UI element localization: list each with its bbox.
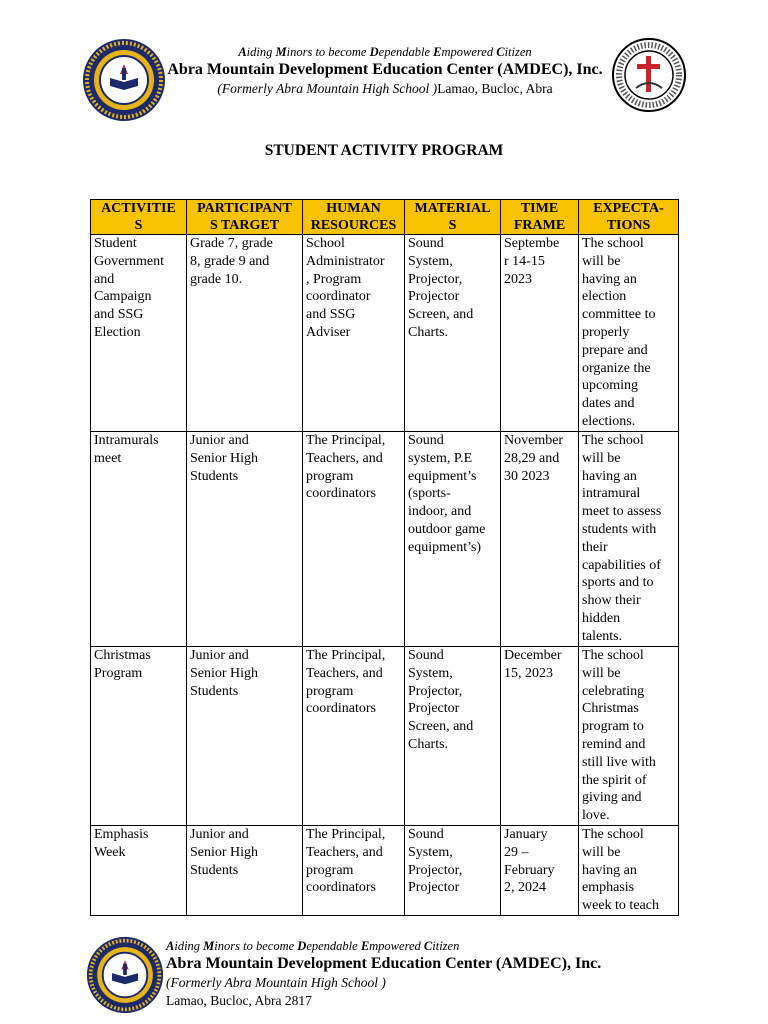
cell-expectations: The school will be having an election committee to properly prepare and organize the upcoming dates and elections. <box>579 235 679 432</box>
cell-participants: Junior and Senior High Students <box>187 432 303 647</box>
header-materials: MATERIAL S <box>405 200 501 235</box>
header-human-resources: HUMAN RESOURCES <box>303 200 405 235</box>
cell-activity: Christmas Program <box>91 647 187 826</box>
org-name: Abra Mountain Development Education Center (AMDEC), Inc. <box>167 61 603 78</box>
cell-materials: Sound system, P.E equipment’s (sports- indoor, and outdoor game equipment’s) <box>405 432 501 647</box>
location: Lamao, Bucloc, Abra <box>437 81 553 96</box>
table-row <box>91 826 679 916</box>
cell-participants: Junior and Senior High Students <box>187 647 303 826</box>
activity-table <box>90 199 679 916</box>
cell-expectations: The school will be having an emphasis week to teach <box>579 826 679 916</box>
cell-time-frame: Septembe r 14-15 2023 <box>501 235 579 432</box>
table-row <box>91 647 679 826</box>
cell-expectations: The school will be celebrating Christmas program to remind and still live with the spirit of giving and love. <box>579 647 679 826</box>
cell-human-resources: The Principal, Teachers, and program coordinators <box>303 826 405 916</box>
header-participants: PARTICIPANT S TARGET <box>187 200 303 235</box>
page-title: STUDENT ACTIVITY PROGRAM <box>264 142 504 159</box>
footer-former-name: (Formerly Abra Mountain High School ) <box>166 975 386 990</box>
former-name: (Formerly Abra Mountain High School ) <box>217 81 438 96</box>
table-row <box>91 432 679 647</box>
table-header-row <box>91 200 679 235</box>
header-expectations: EXPECTA- TIONS <box>579 200 679 235</box>
cell-time-frame: November 28,29 and 30 2023 <box>501 432 579 647</box>
footer-address: Lamao, Bucloc, Abra 2817 <box>166 993 312 1008</box>
letterhead <box>150 44 620 98</box>
uccp-seal-icon <box>612 38 686 112</box>
former-name-line <box>150 80 620 98</box>
cell-participants: Grade 7, grade 8, grade 9 and grade 10. <box>187 235 303 432</box>
cell-activity: Intramurals meet <box>91 432 187 647</box>
cell-time-frame: January 29 – February 2, 2024 <box>501 826 579 916</box>
cell-activity: Student Government and Campaign and SSG Election <box>91 235 187 432</box>
cell-activity: Emphasis Week <box>91 826 187 916</box>
cell-human-resources: School Administrator , Program coordinator and SSG Adviser <box>303 235 405 432</box>
footer-org-name: Abra Mountain Development Education Center (AMDEC), Inc. <box>166 955 602 972</box>
footer-motto: Aiding Minors to become Dependable Empowered Citizen <box>166 939 460 953</box>
header-activities: ACTIVITIE S <box>91 200 187 235</box>
amdec-seal-icon <box>86 936 164 1014</box>
cell-participants: Junior and Senior High Students <box>187 826 303 916</box>
header-time-frame: TIME FRAME <box>501 200 579 235</box>
cell-materials: Sound System, Projector, Projector <box>405 826 501 916</box>
cell-expectations: The school will be having an intramural meet to assess students with their capabilities of sports and to show their hidden talents. <box>579 432 679 647</box>
cell-human-resources: The Principal, Teachers, and program coordinators <box>303 647 405 826</box>
cell-human-resources: The Principal, Teachers, and program coordinators <box>303 432 405 647</box>
cell-materials: Sound System, Projector, Projector Screen, and Charts. <box>405 647 501 826</box>
footer <box>166 938 601 1010</box>
motto: Aiding Minors to become Dependable Empowered Citizen <box>238 45 532 59</box>
cell-materials: Sound System, Projector, Projector Screen, and Charts. <box>405 235 501 432</box>
table-row <box>91 235 679 432</box>
cell-time-frame: December 15, 2023 <box>501 647 579 826</box>
